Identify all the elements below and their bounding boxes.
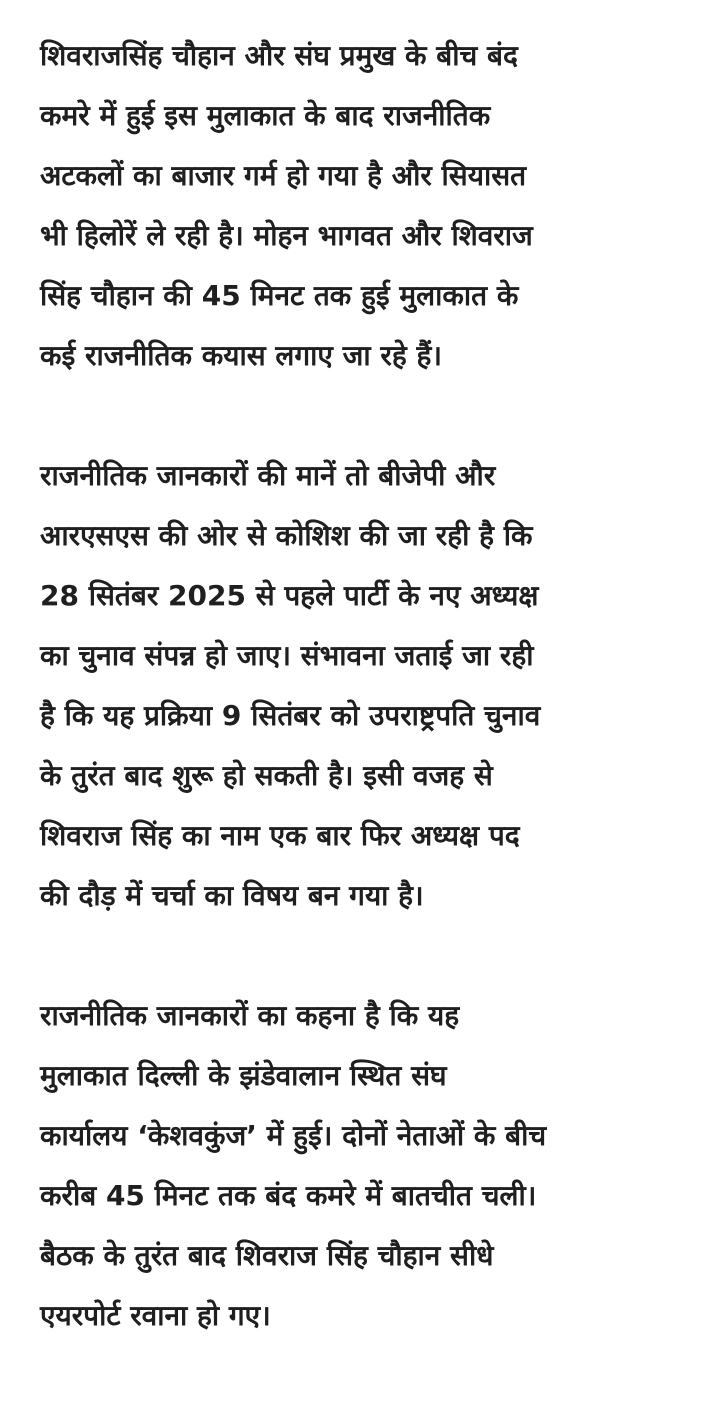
paragraph-1 bbox=[40, 26, 688, 386]
text-line: कमरे में हुई इस मुलाकात के बाद राजनीतिक bbox=[40, 99, 491, 132]
paragraph-3 bbox=[40, 986, 688, 1346]
text-line: राजनीतिक जानकारों का कहना है कि यह bbox=[40, 999, 460, 1032]
text-line: कई राजनीतिक कयास लगाए जा रहे हैं। bbox=[40, 339, 442, 372]
text-line: भी हिलोरें ले रही है। मोहन भागवत और शिवराज bbox=[40, 219, 533, 252]
paragraph-2 bbox=[40, 446, 688, 926]
text-line: बैठक के तुरंत बाद शिवराज सिंह चौहान सीधे bbox=[40, 1239, 494, 1272]
text-line: 28 सितंबर 2025 से पहले पार्टी के नए अध्यक्ष bbox=[40, 579, 539, 612]
text-line: अटकलों का बाजार गर्म हो गया है और सियासत bbox=[40, 159, 527, 192]
text-line: शिवराज सिंह का नाम एक बार फिर अध्यक्ष पद bbox=[40, 819, 520, 852]
text-line: के तुरंत बाद शुरू हो सकती है। इसी वजह से bbox=[40, 759, 493, 792]
text-line: करीब 45 मिनट तक बंद कमरे में बातचीत चली। bbox=[40, 1179, 537, 1212]
article-body bbox=[40, 26, 688, 1406]
text-line: की दौड़ में चर्चा का विषय बन गया है। bbox=[40, 879, 424, 912]
text-line: है कि यह प्रक्रिया 9 सितंबर को उपराष्ट्रपति चुनाव bbox=[40, 699, 541, 732]
text-line: सिंह चौहान की 45 मिनट तक हुई मुलाकात के bbox=[40, 279, 519, 312]
text-line: कार्यालय ‘केशवकुंज’ में हुई। दोनों नेताओं के बीच bbox=[40, 1119, 547, 1152]
text-line: शिवराजसिंह चौहान और संघ प्रमुख के बीच बंद bbox=[40, 39, 518, 72]
text-line: का चुनाव संपन्न हो जाए। संभावना जताई जा रही bbox=[40, 639, 534, 672]
text-line: एयरपोर्ट रवाना हो गए। bbox=[40, 1299, 271, 1332]
text-line: आरएसएस की ओर से कोशिश की जा रही है कि bbox=[40, 519, 533, 552]
text-line: मुलाकात दिल्ली के झंडेवालान स्थित संघ bbox=[40, 1059, 447, 1092]
text-line: राजनीतिक जानकारों की मानें तो बीजेपी और bbox=[40, 459, 496, 492]
